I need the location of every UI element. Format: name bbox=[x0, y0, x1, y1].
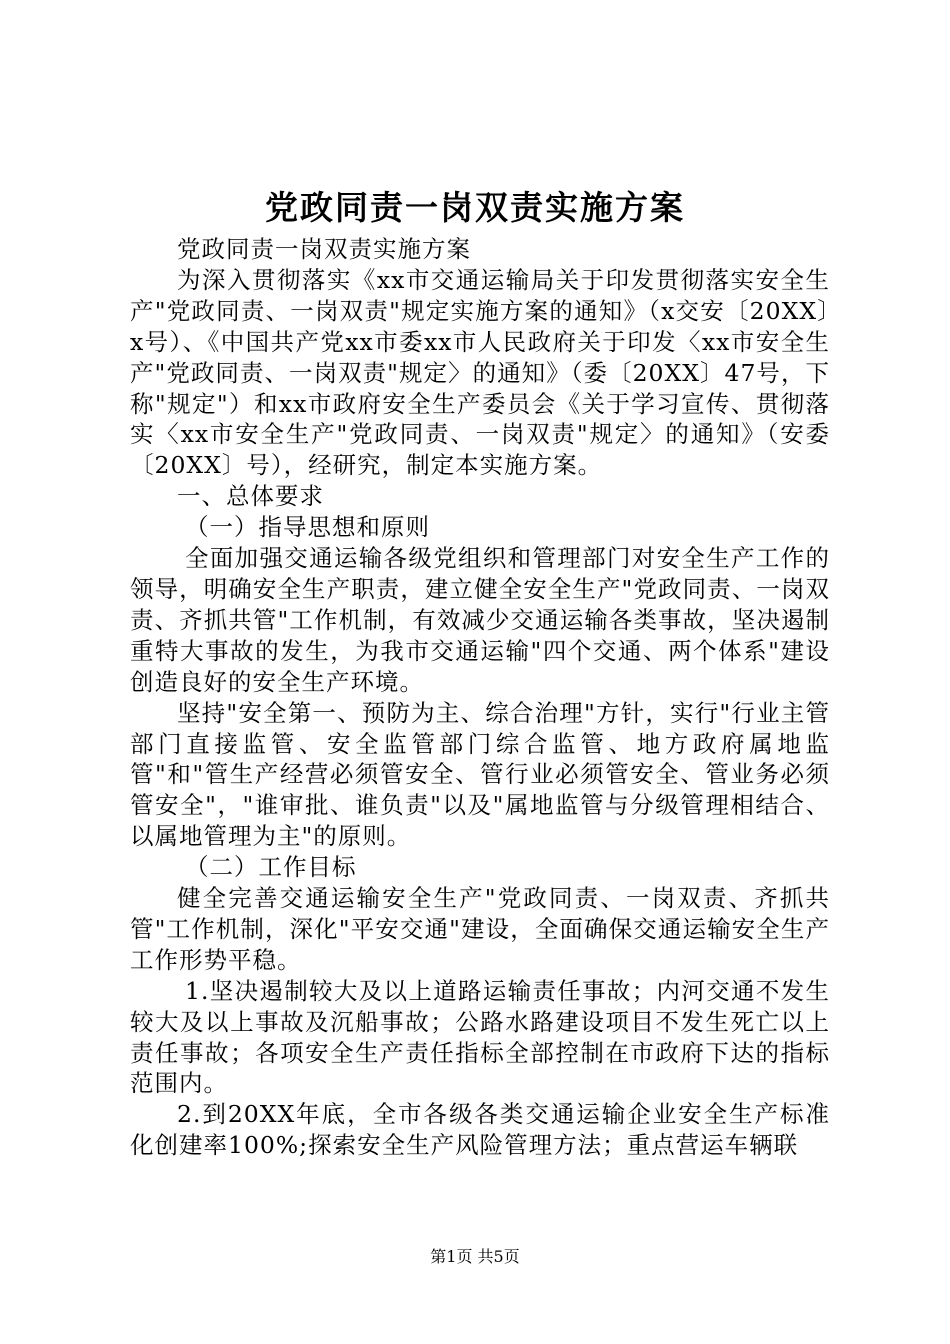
paragraph: 健全完善交通运输安全生产"党政同责、一岗双责、齐抓共管"工作机制，深化"平安交通"建设，全面确保交通运输安全生产工作形势平稳。 bbox=[130, 884, 830, 974]
list-item: 2.到20XX年底，全市各级各类交通运输企业安全生产标准化创建率100%;探索安全生产风险管理方法；重点营运车辆联 bbox=[130, 1100, 830, 1160]
paragraph: 党政同责一岗双责实施方案 bbox=[177, 235, 471, 263]
list-item: 1.坚决遏制较大及以上道路运输责任事故；内河交通不发生较大及以上事故及沉船事故；公路水路建设项目不发生死亡以上责任事故；各项安全生产责任指标全部控制在市政府下达的指标范围内。 bbox=[130, 976, 830, 1098]
document-title: 党政同责一岗双责实施方案 bbox=[265, 188, 685, 227]
paragraph: 坚持"安全第一、预防为主、综合治理"方针，实行"行业主管部门直接监管、安全监管部门综合监管、地方政府属地监管"和"管生产经营必须管安全、管行业必须管安全、管业务必须管安全"，"谁审批、谁负责"以及"属地监管与分级管理相结合、以属地管理为主"的原则。 bbox=[130, 698, 830, 851]
paragraph: 为深入贯彻落实《xx市交通运输局关于印发贯彻落实安全生产"党政同责、一岗双责"规定实施方案的通知》（x交安〔20XX〕x号）、《中国共产党xx市委xx市人民政府关于印发〈xx市安全生产"党政同责、一岗双责"规定〉的通知》（委〔20XX〕47号，下称"规定"）和xx市政府安全生产委员会《关于学习宣传、贯彻落实〈xx市安全生产"党政同责、一岗双责"规定〉的通知》（安委〔20XX〕号），经研究，制定本实施方案。 bbox=[130, 265, 830, 480]
page-footer: 第1页 共5页 bbox=[430, 1247, 520, 1266]
subsection-heading: （二）工作目标 bbox=[185, 853, 357, 882]
subsection-heading: （一）指导思想和原则 bbox=[185, 513, 430, 542]
document-body bbox=[130, 234, 830, 1161]
paragraph: 全面加强交通运输各级党组织和管理部门对安全生产工作的领导，明确安全生产职责，建立健全安全生产"党政同责、一岗双责、齐抓共管"工作机制，有效减少交通运输各类事故，坚决遏制重特大事故的发生，为我市交通运输"四个交通、两个体系"建设创造良好的安全生产环境。 bbox=[130, 544, 830, 696]
section-heading: 一、总体要求 bbox=[177, 482, 324, 511]
